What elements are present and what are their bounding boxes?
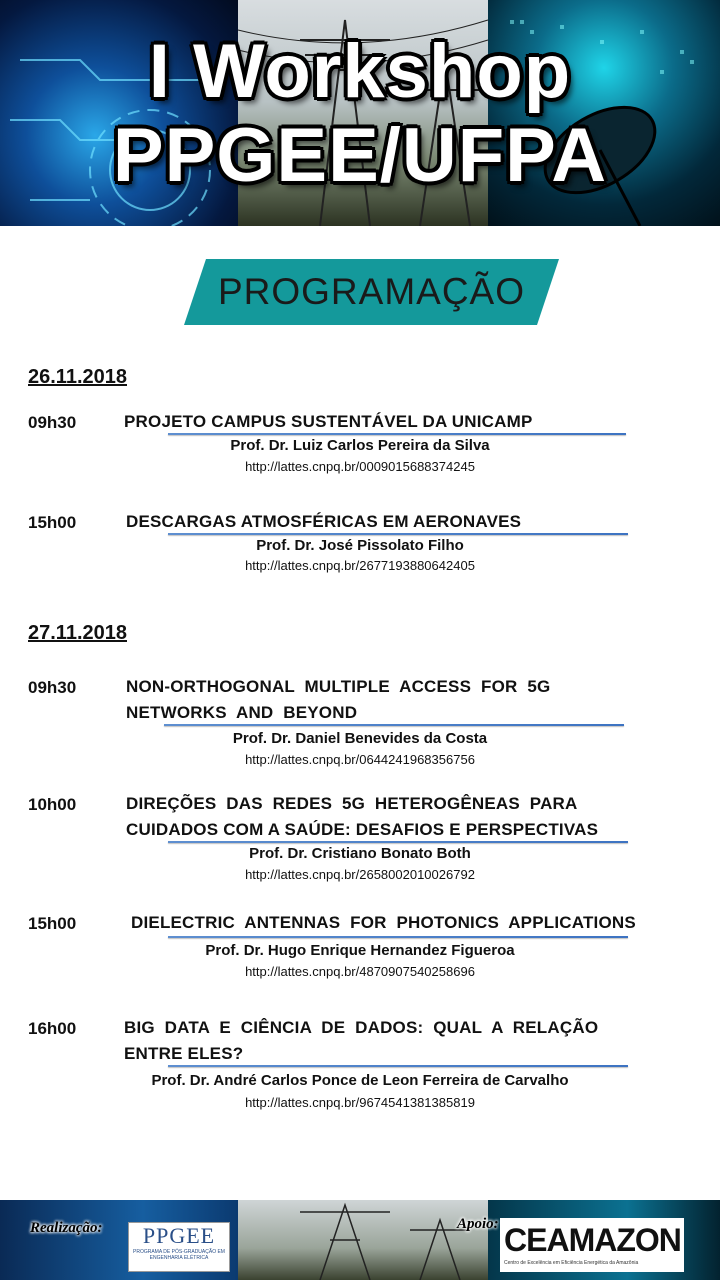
talk-time: 15h00 <box>28 513 77 532</box>
footer-banner <box>0 1200 720 1280</box>
talk-time: 10h00 <box>28 795 77 814</box>
talk-title-line: NON-ORTHOGONAL MULTIPLE ACCESS FOR 5G <box>126 677 551 696</box>
talk-underline <box>168 841 628 843</box>
talk-lattes-link[interactable]: http://lattes.cnpq.br/0009015688374245 <box>245 459 475 474</box>
talk-title-line: ENTRE ELES? <box>124 1044 244 1063</box>
talk-time: 09h30 <box>28 413 77 432</box>
ppgee-logo <box>128 1222 230 1272</box>
talk-speaker: Prof. Dr. Luiz Carlos Pereira da Silva <box>230 437 490 454</box>
talk-title-line: BIG DATA E CIÊNCIA DE DADOS: QUAL A RELAÇÃO <box>124 1018 599 1037</box>
talk-speaker: Prof. Dr. José Pissolato Filho <box>256 537 464 554</box>
date-heading-day2: 27.11.2018 <box>28 622 127 644</box>
talk-title <box>126 674 550 726</box>
talk-title-line: PROJETO CAMPUS SUSTENTÁVEL DA UNICAMP <box>124 412 533 431</box>
ppgee-logo-subtext: PROGRAMA DE PÓS-GRADUAÇÃO EM ENGENHARIA ELÉTRICA <box>133 1249 225 1261</box>
talk-underline <box>168 936 628 938</box>
talk-title <box>124 1015 598 1067</box>
talk-lattes-link[interactable]: http://lattes.cnpq.br/4870907540258696 <box>245 964 475 979</box>
apoio-label: Apoio: <box>457 1216 499 1232</box>
talk-title <box>126 509 521 535</box>
workshop-title-line1: I Workshop <box>148 29 572 114</box>
talk-speaker: Prof. Dr. Daniel Benevides da Costa <box>232 730 488 747</box>
talk-title-line: DIREÇÕES DAS REDES 5G HETEROGÊNEAS PARA <box>126 794 578 813</box>
ppgee-logo-text: PPGEE <box>142 1223 216 1248</box>
talk-title-line: CUIDADOS COM A SAÚDE: DESAFIOS E PERSPECTIVAS <box>126 820 599 839</box>
programacao-title: PROGRAMAÇÃO <box>217 271 526 312</box>
ceamazon-logo-subtext: Centro de Excelência em Eficiência Energética da Amazônia <box>504 1260 639 1266</box>
talk-title <box>131 910 636 936</box>
talk-lattes-link[interactable]: http://lattes.cnpq.br/9674541381385819 <box>245 1095 475 1110</box>
talk-underline <box>168 433 626 435</box>
talk-speaker: Prof. Dr. Cristiano Bonato Both <box>249 845 471 862</box>
date-heading-day1: 26.11.2018 <box>28 366 127 388</box>
talk-title <box>126 791 598 843</box>
talk-speaker: Prof. Dr. André Carlos Ponce de Leon Ferreira de Carvalho <box>151 1072 569 1089</box>
programacao-banner <box>184 259 559 325</box>
header-banner <box>0 0 720 226</box>
realizacao-label: Realização: <box>30 1220 103 1236</box>
talk-time: 09h30 <box>28 678 77 697</box>
talk-lattes-link[interactable]: http://lattes.cnpq.br/2677193880642405 <box>245 558 475 573</box>
talk-title <box>124 409 533 435</box>
talk-underline <box>168 533 628 535</box>
talk-speaker: Prof. Dr. Hugo Enrique Hernandez Figueroa <box>205 942 515 959</box>
talk-time: 15h00 <box>28 914 77 933</box>
talk-time: 16h00 <box>28 1019 77 1038</box>
talk-underline <box>164 724 624 726</box>
talk-title-line: NETWORKS AND BEYOND <box>126 703 358 722</box>
talk-lattes-link[interactable]: http://lattes.cnpq.br/2658002010026792 <box>245 867 475 882</box>
workshop-title-line2: PPGEE/UFPA <box>112 113 608 198</box>
ceamazon-logo-text: CEAMAZON <box>504 1222 681 1258</box>
ceamazon-logo <box>500 1218 684 1272</box>
talk-title-line: DIELECTRIC ANTENNAS FOR PHOTONICS APPLICATIONS <box>131 913 636 932</box>
talk-title-line: DESCARGAS ATMOSFÉRICAS EM AERONAVES <box>126 512 522 531</box>
talk-lattes-link[interactable]: http://lattes.cnpq.br/0644241968356756 <box>245 752 475 767</box>
talk-underline <box>168 1065 628 1067</box>
